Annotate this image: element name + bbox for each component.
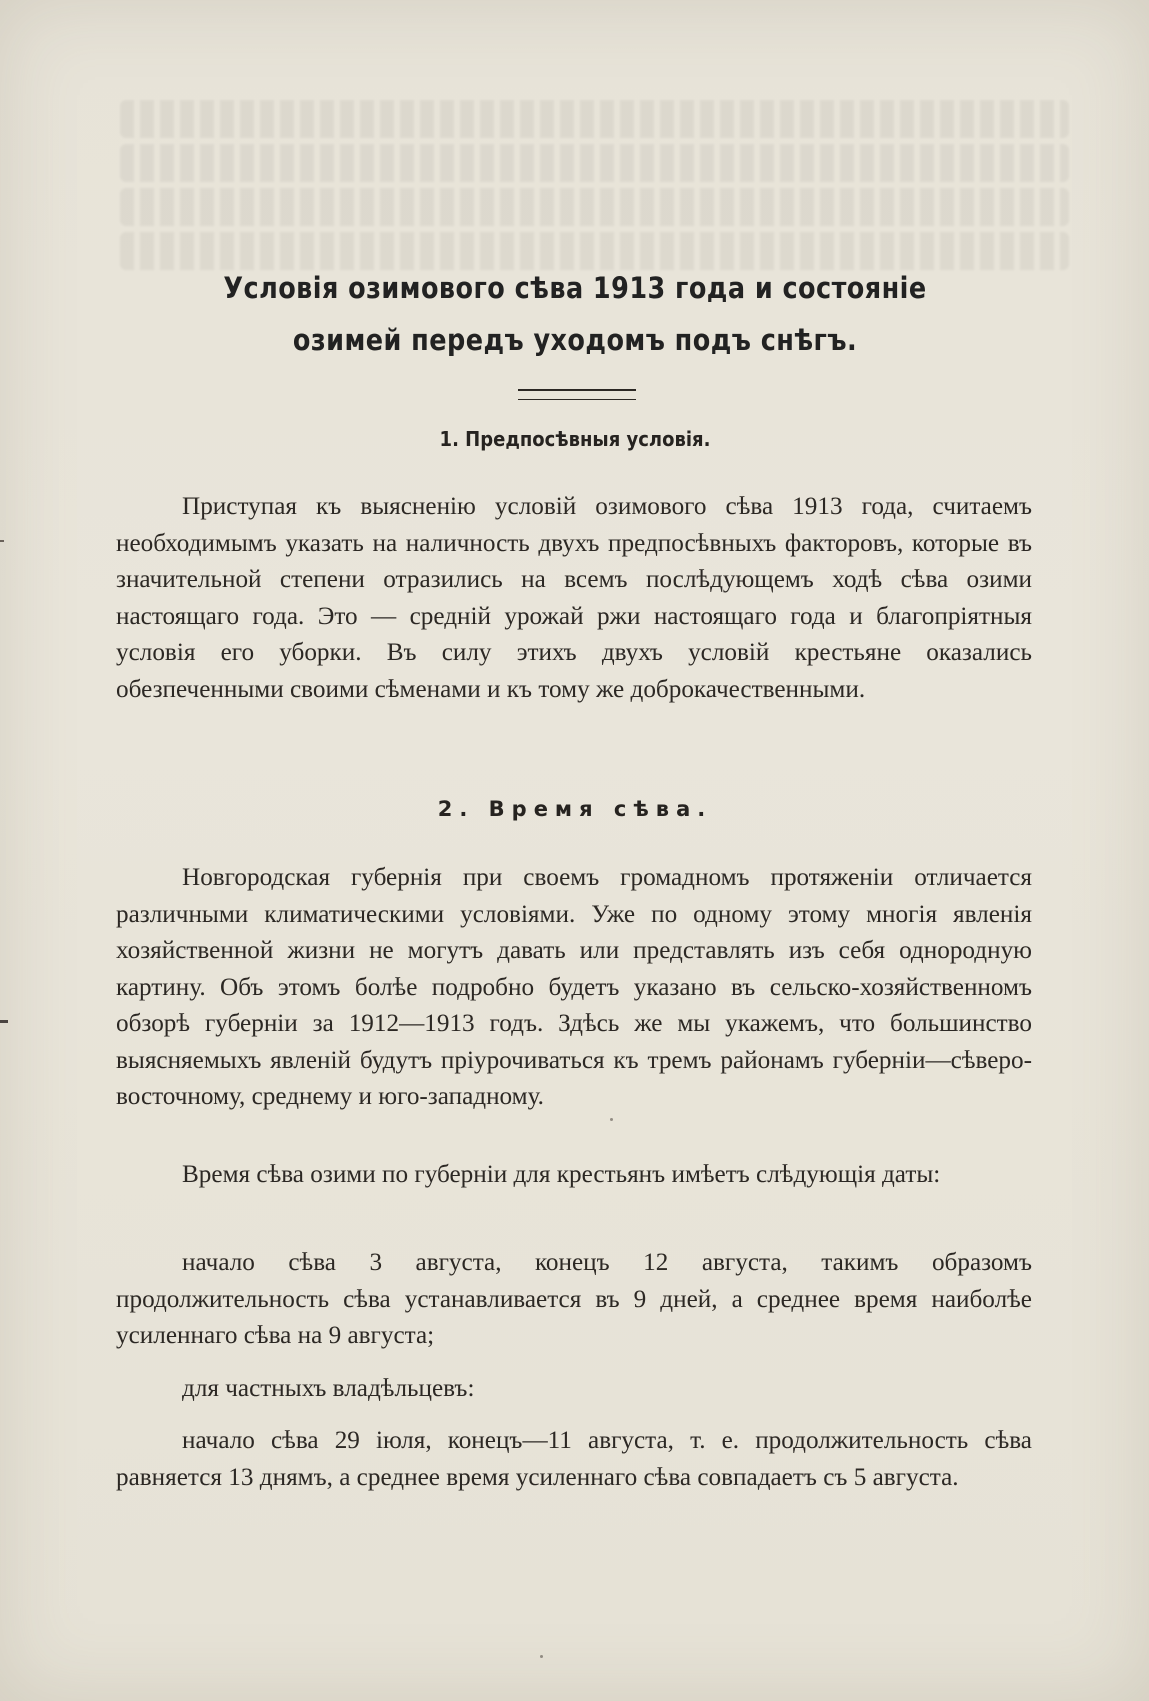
page-edge-mark — [0, 1020, 8, 1023]
bleed-through-text — [120, 100, 1069, 280]
paragraph: Приступая къ выясненію условій озимового сѣва 1913 года, считаемъ необходимымъ указать на наличность двухъ предпосѣвныхъ факторовъ, которые въ значительной степени отразились на всемъ послѣдующемъ ходѣ сѣва озими настоящаго года. Это — средній урожай ржи настоящаго года и благопріятныя условія его уборки. Въ силу этихъ двухъ условій крестьяне оказались обезпеченными своими сѣменами и къ тому же доброкачественными. — [116, 493, 1032, 703]
paragraph: Время сѣва озими по губерніи для крестьянъ имѣетъ слѣдующія даты: — [182, 1161, 941, 1188]
paragraph: начало сѣва 3 августа, конецъ 12 августа, такимъ образомъ продолжительность сѣва устанавливается въ 9 дней, а среднее время наиболѣе усиленнаго сѣва на 9 августа; — [116, 1249, 1032, 1349]
page-title: Условія озимового сѣва 1913 года и состояніе озимей передъ уходомъ подъ снѣгъ. — [223, 271, 927, 357]
title-divider — [518, 389, 636, 400]
page-edge-mark — [0, 540, 4, 542]
paragraph: начало сѣва 29 іюля, конецъ—11 августа, т. е. продолжительность сѣва равняется 13 днямъ, а среднее время усиленнаго сѣва совпадаетъ съ 5 августа. — [116, 1427, 1032, 1491]
paragraph: Новгородская губернія при своемъ громадномъ протяженіи отличается различными климатическими условіями. Уже по одному этому многія явленія хозяйственной жизни не могутъ давать или представлять изъ себя однородную картину. Объ этомъ болѣе подробно будетъ указано въ сельско-хозяйственномъ обзорѣ губерніи за 1912—1913 годъ. Здѣсь же мы укажемъ, что большинство выясняемыхъ явленій будутъ пріурочиваться къ тремъ районамъ губерніи—сѣверо-восточному, среднему и юго-западному. — [116, 864, 1032, 1110]
paper-speck — [610, 1118, 613, 1121]
section-heading-sowing-time: 2. Время сѣва. — [437, 797, 713, 821]
paper-speck — [540, 1655, 543, 1658]
section-heading-presowing: 1. Предпосѣвныя условія. — [439, 427, 711, 451]
paragraph: для частныхъ владѣльцевъ: — [182, 1375, 475, 1402]
